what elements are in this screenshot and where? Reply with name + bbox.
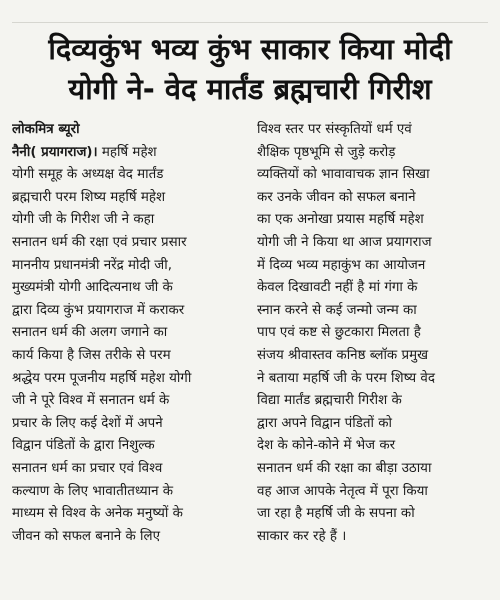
text-line: सनातन धर्म की अलग जगाने का	[12, 325, 168, 341]
text-line: कार्य किया है जिस तरीके से परम	[12, 347, 171, 363]
text-line: में दिव्य भव्य महाकुंभ का आयोजन	[257, 257, 426, 273]
text-line: विद्या मार्तंड ब्रह्मचारी गिरीश के	[257, 393, 402, 409]
text-line: शैक्षिक पृष्ठभूमि से जुड़े करोड़	[257, 144, 396, 160]
dateline-rest: महर्षि महेश	[97, 144, 157, 160]
text-line: जीवन को सफल बनाने के लिए	[12, 528, 160, 544]
dateline-line	[12, 142, 243, 165]
text-line: ब्रह्मचारी परम शिष्य महर्षि महेश	[12, 189, 166, 205]
top-strip	[12, 0, 488, 23]
headline-line-2: योगी ने- वेद मार्तंड ब्रह्मचारी गिरीश	[68, 72, 432, 106]
text-line: कल्याण के लिए भावातीतध्यान के	[12, 483, 174, 499]
text-line: केवल दिखावटी नहीं है मां गंगा के	[257, 280, 418, 296]
text-line: ने बताया महर्षि जी के परम शिष्य वेद	[257, 370, 435, 386]
text-line: स्नान करने से कई जन्मो जन्म का	[257, 302, 417, 318]
dateline: नैनी( प्रयागराज)।	[12, 144, 98, 160]
text-line: जा रहा है महर्षि जी के सपना को	[257, 506, 415, 522]
text-line: पाप एवं कष्ट से छुटकारा मिलता है	[257, 325, 421, 341]
text-line: प्रचार के लिए कई देशों में अपने	[12, 415, 163, 431]
text-line: कर उनके जीवन को सफल बनाने	[257, 189, 416, 205]
text-line: योगी जी के गिरीश जी ने कहा	[12, 212, 155, 228]
text-line: माननीय प्रधानमंत्री नरेंद्र मोदी जी,	[12, 257, 172, 273]
byline: लोकमित्र ब्यूरो	[12, 122, 80, 137]
text-line: सनातन धर्म की रक्षा का बीड़ा उठाया	[257, 460, 432, 476]
text-line: विद्वान पंडितों के द्वारा निशुल्क	[12, 438, 155, 454]
text-line: योगी समूह के अध्यक्ष वेद मार्तंड	[12, 167, 164, 183]
article-body	[12, 119, 488, 548]
text-line: वह आज आपके नेतृत्व में पूरा किया	[257, 483, 428, 499]
text-line: सनातन धर्म की रक्षा एवं प्रचार प्रसार	[12, 234, 187, 250]
text-line: संजय श्रीवास्तव कनिष्ठ ब्लॉक प्रमुख	[257, 347, 429, 363]
text-line: विश्व स्तर पर संस्कृतियों धर्म एवं	[257, 122, 412, 137]
text-line: व्यक्तियों को भावावाचक ज्ञान सिखा	[257, 167, 430, 183]
text-line: का एक अनोखा प्रयास महर्षि महेश	[257, 212, 424, 228]
right-column	[257, 119, 488, 548]
text-line: माध्यम से विश्व के अनेक मनुष्यों के	[12, 506, 183, 522]
text-line: सनातन धर्म का प्रचार एवं विश्व	[12, 460, 163, 476]
headline	[12, 29, 488, 109]
text-line: श्रद्धेय परम पूजनीय महर्षि महेश योगी	[12, 370, 192, 386]
text-line: द्वारा दिव्य कुंभ प्रयागराज में कराकर	[12, 302, 185, 318]
headline-line-1: दिव्यकुंभ भव्य कुंभ साकार किया मोदी	[48, 32, 452, 66]
text-line: मुख्यमंत्री योगी आदित्यनाथ जी के	[12, 280, 173, 296]
text-line: जी ने पूरे विश्व में सनातन धर्म के	[12, 393, 170, 409]
text-line: साकार कर रहे हैं ।	[257, 528, 347, 544]
text-line: देश के कोने-कोने में भेज कर	[257, 438, 396, 454]
left-column	[12, 119, 243, 548]
text-line: द्वारा अपने विद्वान पंडितों को	[257, 415, 393, 431]
text-line: योगी जी ने किया था आज प्रयागराज	[257, 234, 432, 250]
